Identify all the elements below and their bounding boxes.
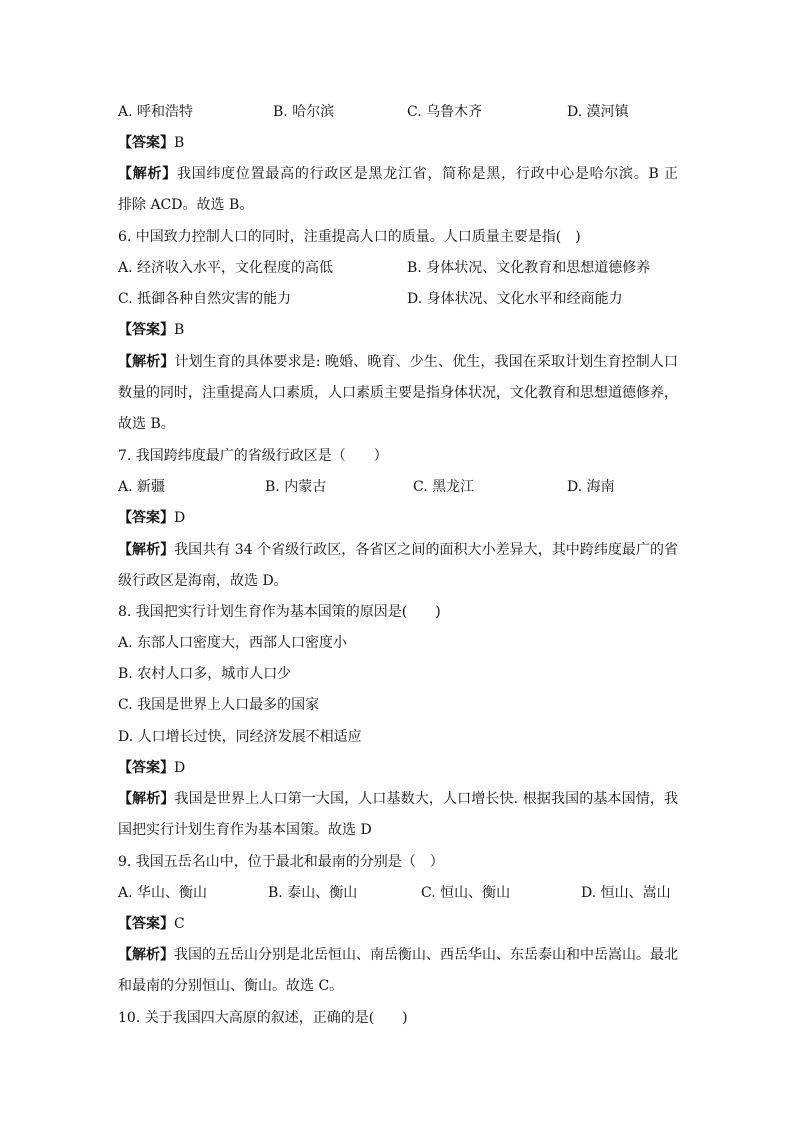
q6-option-a: A. 经济收入水平，文化程度的高低 (118, 260, 334, 276)
q7-question: 7. 我国跨纬度最广的省级行政区是（ ） (118, 448, 388, 464)
q6-analysis-line-2: 数量的同时，注重提高人口素质，人口素质主要是指身体状况，文化教育和思想道德修养， (118, 385, 678, 401)
q5-option-a: A. 呼和浩特 (118, 104, 194, 120)
q8-option-a: A. 东部人口密度大，西部人口密度小 (118, 635, 348, 651)
q6-analysis-line-3: 故选 B。 (118, 416, 175, 432)
answer-label: 【答案】 (118, 916, 174, 932)
q8-question: 8. 我国把实行计划生育作为基本国策的原因是( ) (118, 604, 441, 620)
q6-option-c: C. 抵御各种自然灾害的能力 (118, 291, 292, 307)
q9-option-c: C. 恒山、衡山 (421, 885, 511, 901)
q7-analysis-line-1 (118, 540, 678, 560)
q9-option-d: D. 恒山、嵩山 (581, 885, 671, 901)
q5-analysis-line-2: 排除 ACD。故选 B。 (118, 197, 254, 213)
answer-label: 【答案】 (118, 135, 174, 151)
q8-option-c: C. 我国是世界上人口最多的国家 (118, 697, 320, 713)
analysis-text: 我国纬度位置最高的行政区是黑龙江省，简称是黑，行政中心是哈尔滨。B 正 (176, 166, 678, 182)
answer-value: B (174, 135, 185, 151)
q10-question: 10. 关于我国四大高原的叙述，正确的是( ) (118, 1010, 408, 1026)
analysis-label: 【解析】 (118, 354, 175, 370)
q7-option-c: C. 黑龙江 (413, 479, 475, 495)
answer-label: 【答案】 (118, 510, 174, 526)
analysis-label: 【解析】 (118, 947, 174, 963)
answer-value: B (174, 322, 185, 338)
q9-answer (118, 914, 185, 934)
answer-label: 【答案】 (118, 322, 174, 338)
q5-option-b: B. 哈尔滨 (273, 104, 335, 120)
analysis-label: 【解析】 (118, 791, 175, 807)
q8-analysis-line-1 (118, 789, 678, 809)
answer-label: 【答案】 (118, 760, 174, 776)
q6-analysis-line-1 (118, 352, 678, 372)
q6-question: 6. 中国致力控制人口的同时，注重提高人口的质量。人口质量主要是指( ) (118, 229, 581, 245)
analysis-text: 我国是世界上人口第一大国，人口基数大，人口增长快. 根据我国的基本国情，我 (174, 791, 678, 807)
q5-answer (118, 133, 184, 153)
q9-question: 9. 我国五岳名山中，位于最北和最南的分别是（ ） (118, 854, 444, 870)
q9-option-b: B. 泰山、衡山 (268, 885, 358, 901)
q7-option-a: A. 新疆 (118, 479, 166, 495)
q6-option-b: B. 身体状况、文化教育和思想道德修养 (407, 260, 651, 276)
q8-option-d: D. 人口增长过快，同经济发展不相适应 (118, 729, 362, 745)
answer-value: D (174, 760, 186, 776)
analysis-label: 【解析】 (118, 542, 175, 558)
analysis-text: 我国的五岳山分别是北岳恒山、南岳衡山、西岳华山、东岳泰山和中岳嵩山。最北 (174, 947, 678, 963)
q9-analysis-line-1 (118, 945, 678, 965)
analysis-text: 计划生育的具体要求是: 晚婚、晚育、少生、优生，我国在采取计划生育控制人口 (174, 354, 678, 370)
q9-option-a: A. 华山、衡山 (118, 885, 208, 901)
analysis-text: 我国共有 34 个省级行政区，各省区之间的面积大小差异大，其中跨纬度最广的省 (174, 542, 678, 558)
q7-answer (118, 508, 185, 528)
answer-value: D (174, 510, 186, 526)
q5-option-c: C. 乌鲁木齐 (407, 104, 483, 120)
q7-option-d: D. 海南 (567, 479, 615, 495)
analysis-label: 【解析】 (118, 166, 177, 182)
q8-option-b: B. 农村人口多，城市人口少 (118, 666, 292, 682)
q8-analysis-line-2: 国把实行计划生育作为基本国策。故选 D (118, 822, 372, 838)
q6-option-d: D. 身体状况、文化水平和经商能力 (407, 291, 623, 307)
answer-value: C (174, 916, 185, 932)
q5-option-d: D. 漠河镇 (567, 104, 629, 120)
q5-analysis-line-1 (118, 164, 678, 184)
q8-answer (118, 758, 185, 778)
q7-option-b: B. 内蒙古 (265, 479, 327, 495)
q6-answer (118, 320, 184, 340)
q9-analysis-line-2: 和最南的分别恒山、衡山。故选 C。 (118, 978, 344, 994)
q7-analysis-line-2: 级行政区是海南，故选 D。 (118, 573, 288, 589)
